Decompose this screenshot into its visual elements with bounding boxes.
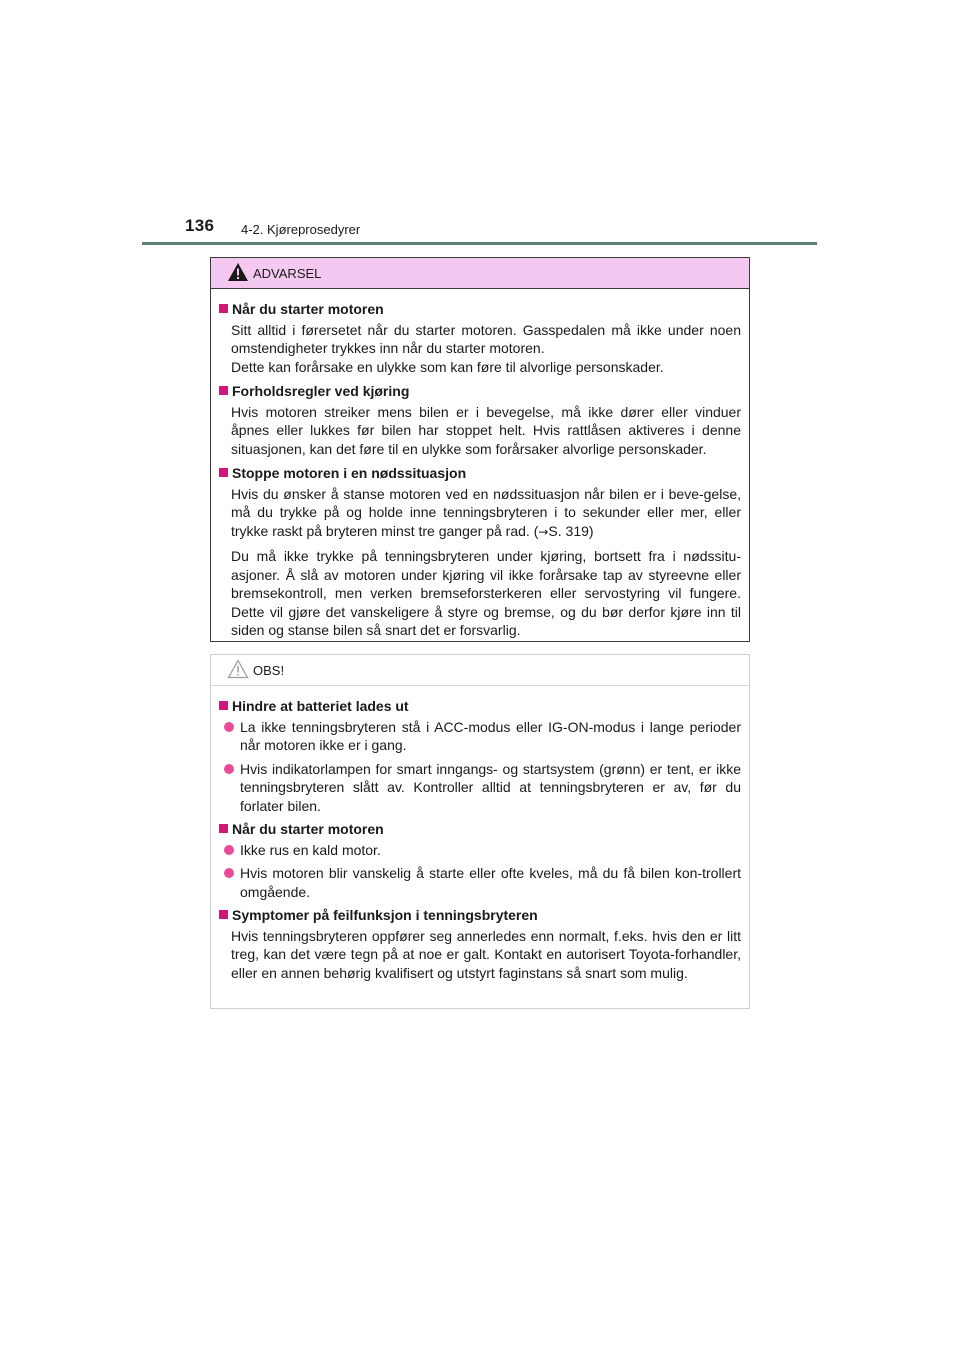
bullet-dot-icon: [224, 722, 234, 732]
heading-text: Hindre at batteriet lades ut: [232, 698, 409, 714]
heading-text: Når du starter motoren: [232, 821, 384, 837]
warning-content: [211, 289, 749, 640]
notice-heading: [219, 906, 741, 925]
paragraph: Du må ikke trykke på tenningsbryteren under kjøring, bortsett fra i nødssitu-asjoner. Å slå av motoren under kjøring vil ikke forårsake tap av styreevne eller bremsekontroll, men verken bremseforsterkeren eller servostyring vil fungere. Dette vil gjøre det vanskeligere å styre og bremse, og du bør derfor kjøre inn til siden og stanse bilen så snart det er forsvarlig.: [231, 548, 741, 638]
paragraph: Sitt alltid i førersetet når du starter motoren. Gasspedalen må ikke under noen omstendigheter trykkes inn når du starter motoren.: [231, 321, 741, 356]
warning-header: [211, 258, 749, 289]
bullet-dot-icon: [224, 868, 234, 878]
square-bullet-icon: [219, 468, 228, 477]
warning-heading: [219, 300, 741, 319]
heading-text: Symptomer på feilfunksjon i tenningsbryteren: [232, 907, 538, 923]
bullet-dot-icon: [224, 764, 234, 774]
warning-heading: [219, 464, 741, 483]
heading-text: Forholdsregler ved kjøring: [232, 383, 410, 399]
warning-triangle-icon: [227, 262, 249, 282]
page-number: 136: [185, 216, 215, 235]
paragraph: Hvis motoren streiker mens bilen er i bevegelse, må ikke dører eller vinduer åpnes eller lukkes før bilen har stoppet helt. Hvis rattlåsen aktiveres i denne situasjonen, kan det føre til en ulykke som forårsaker alvorlige personskader.: [231, 403, 741, 457]
warning-title: ADVARSEL: [253, 266, 322, 281]
list-item: [219, 864, 741, 901]
list-item-text: Hvis indikatorlampen for smart inngangs- og startsystem (grønn) er tent, er ikke tenningsbryteren slått av. Kontroller alltid at tenningsbryteren er av, før du forlater bilen.: [240, 760, 741, 814]
square-bullet-icon: [219, 824, 228, 833]
notice-content: [211, 686, 749, 982]
square-bullet-icon: [219, 701, 228, 710]
square-bullet-icon: [219, 910, 228, 919]
paragraph: [219, 485, 741, 542]
heading-text: Når du starter motoren: [232, 301, 384, 317]
section-title: 4-2. Kjøreprosedyrer: [241, 222, 361, 237]
list-item: [219, 841, 741, 860]
square-bullet-icon: [219, 386, 228, 395]
paragraph: Dette kan forårsake en ulykke som kan føre til alvorlige personskader.: [231, 358, 664, 375]
notice-header: [211, 655, 749, 686]
list-item-text: La ikke tenningsbryteren stå i ACC-modus eller IG-ON-modus i lange perioder når motoren ikke er i gang.: [240, 718, 741, 753]
page-reference: S. 319): [548, 522, 594, 539]
bullet-dot-icon: [224, 845, 234, 855]
list-item: [219, 760, 741, 816]
warning-box: [210, 257, 750, 642]
notice-box: [210, 654, 750, 1009]
caution-triangle-icon: [227, 659, 249, 679]
notice-title: OBS!: [253, 663, 285, 678]
list-item-text: Ikke rus en kald motor.: [240, 841, 381, 858]
header-rule: [142, 242, 817, 245]
warning-heading: [219, 382, 741, 401]
notice-heading: [219, 820, 741, 839]
square-bullet-icon: [219, 304, 228, 313]
arrow-icon: →: [538, 524, 549, 539]
heading-text: Stoppe motoren i en nødssituasjon: [232, 465, 467, 481]
paragraph-text: Hvis du ønsker å stanse motoren ved en nødssituasjon når bilen er i beve-gelse, må du trykke på og holde inne tenningsbryteren i to sekunder eller mer, eller trykke raskt på bryteren minst tre ganger på rad. (: [231, 485, 741, 539]
list-item-text: Hvis motoren blir vanskelig å starte eller ofte kveles, må du få bilen kon-trollert omgående.: [240, 865, 741, 900]
list-item: [219, 718, 741, 755]
notice-heading: [219, 697, 741, 716]
paragraph: Hvis tenningsbryteren oppfører seg annerledes enn normalt, f.eks. hvis den er litt treg, kan det være tegn på at noe er galt. Kontakt en autorisert Toyota-forhandler, eller en annen behørig kvalifisert og utstyrt faginstans så snart som mulig.: [231, 927, 741, 981]
